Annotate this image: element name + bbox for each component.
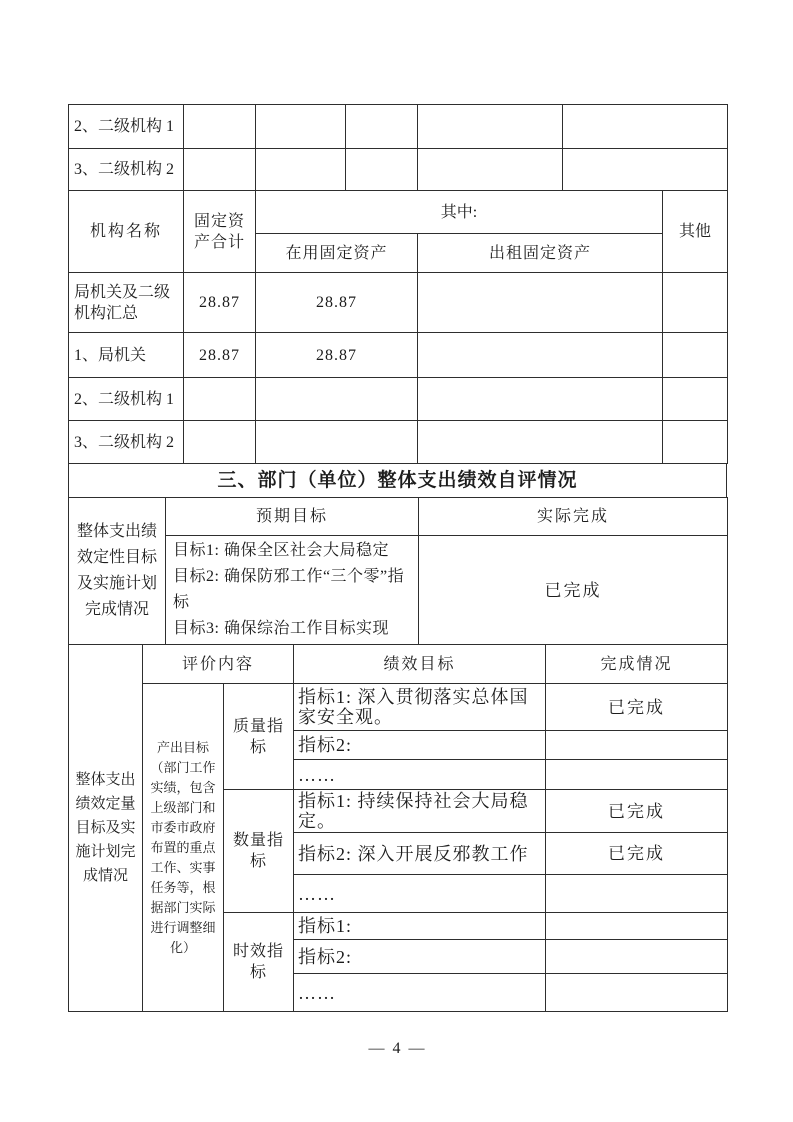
table-row (69, 684, 728, 731)
evaluation-content-header: 评价内容 (143, 645, 294, 684)
other-cell (663, 333, 728, 378)
qualitative-row-label: 整体支出绩效定性目标及实施计划完成情况 (69, 498, 166, 645)
table-row (69, 273, 728, 333)
indicator-target-cell: 指标1: 持续保持社会大局稳定。 (294, 790, 546, 833)
table-row (69, 105, 728, 149)
quantity-indicator-label: 数量指标 (224, 790, 294, 913)
indicator-target-cell: 指标1: (294, 913, 546, 940)
actual-completion-header: 实际完成 (419, 498, 728, 536)
other-cell (663, 378, 728, 421)
leased-assets-cell (418, 378, 663, 421)
asset-total-cell: 28.87 (184, 333, 256, 378)
completion-status-header: 完成情况 (546, 645, 728, 684)
document-body (68, 104, 727, 1012)
empty-cell (256, 149, 346, 191)
status-cell (546, 731, 728, 760)
among-which-header: 其中: (256, 191, 663, 234)
goal-line: 目标2: 确保防邪工作“三个零”指标 (173, 568, 405, 611)
fixed-assets-table (68, 190, 728, 464)
indicator-target-cell: 指标2: 深入开展反邪教工作 (294, 833, 546, 875)
org-name-header: 机构名称 (69, 191, 184, 273)
empty-cell (346, 149, 418, 191)
table-row (69, 498, 728, 536)
qualitative-table (68, 497, 728, 645)
in-use-assets-cell (256, 378, 418, 421)
org-row-label: 3、二级机构 2 (69, 149, 184, 191)
empty-cell (563, 105, 728, 149)
table-row (69, 645, 728, 684)
empty-cell (418, 149, 563, 191)
performance-target-header: 绩效目标 (294, 645, 546, 684)
table-row (69, 191, 728, 234)
other-header: 其他 (663, 191, 728, 273)
leased-assets-header: 出租固定资产 (418, 234, 663, 273)
org-row-label: 3、二级机构 2 (69, 421, 184, 464)
org-row-label: 2、二级机构 1 (69, 378, 184, 421)
in-use-assets-cell: 28.87 (256, 333, 418, 378)
section-title: 三、部门（单位）整体支出绩效自评情况 (68, 463, 727, 498)
empty-cell (418, 105, 563, 149)
table-row (69, 536, 728, 645)
asset-total-cell: 28.87 (184, 273, 256, 333)
in-use-assets-cell: 28.87 (256, 273, 418, 333)
org-row-label: 局机关及二级机构汇总 (69, 273, 184, 333)
output-goal-label: 产出目标（部门工作实绩，包含上级部门和市委市政府布置的重点工作、实事任务等，根据部门实际进行调整细化） (143, 684, 224, 1012)
actual-completion-cell: 已完成 (419, 536, 728, 645)
table-row (69, 149, 728, 191)
leased-assets-cell (418, 333, 663, 378)
status-cell: 已完成 (546, 684, 728, 731)
table-row (69, 333, 728, 378)
status-cell: 已完成 (546, 833, 728, 875)
empty-cell (256, 105, 346, 149)
other-cell (663, 273, 728, 333)
goal-line: 目标1: 确保全区社会大局稳定 (173, 542, 389, 559)
indicator-target-cell: 指标2: (294, 731, 546, 760)
empty-cell (184, 105, 256, 149)
status-cell (546, 875, 728, 913)
quantitative-row-label: 整体支出绩效定量目标及实施计划完成情况 (69, 645, 143, 1012)
status-cell (546, 913, 728, 940)
goal-line: 目标3: 确保综治工作目标实现 (173, 620, 389, 637)
status-cell (546, 760, 728, 790)
empty-cell (346, 105, 418, 149)
status-cell (546, 940, 728, 974)
asset-total-cell (184, 378, 256, 421)
status-cell: 已完成 (546, 790, 728, 833)
leased-assets-cell (418, 421, 663, 464)
empty-cell (563, 149, 728, 191)
table-row (69, 378, 728, 421)
timeliness-indicator-label: 时效指标 (224, 913, 294, 1012)
continuation-table (68, 104, 728, 191)
org-row-label: 2、二级机构 1 (69, 105, 184, 149)
org-row-label: 1、局机关 (69, 333, 184, 378)
indicator-target-cell: …… (294, 974, 546, 1012)
quality-indicator-label: 质量指标 (224, 684, 294, 790)
other-cell (663, 421, 728, 464)
in-use-assets-header: 在用固定资产 (256, 234, 418, 273)
empty-cell (184, 149, 256, 191)
indicator-target-cell: 指标1: 深入贯彻落实总体国家安全观。 (294, 684, 546, 731)
asset-total-header: 固定资产合计 (184, 191, 256, 273)
expected-goal-header: 预期目标 (166, 498, 419, 536)
asset-total-cell (184, 421, 256, 464)
indicator-target-cell: …… (294, 760, 546, 790)
quantitative-table (68, 644, 728, 1012)
indicator-target-cell: …… (294, 875, 546, 913)
expected-goals-cell (166, 536, 419, 645)
leased-assets-cell (418, 273, 663, 333)
page-number: — 4 — (368, 1040, 427, 1057)
table-row (69, 421, 728, 464)
in-use-assets-cell (256, 421, 418, 464)
status-cell (546, 974, 728, 1012)
indicator-target-cell: 指标2: (294, 940, 546, 974)
